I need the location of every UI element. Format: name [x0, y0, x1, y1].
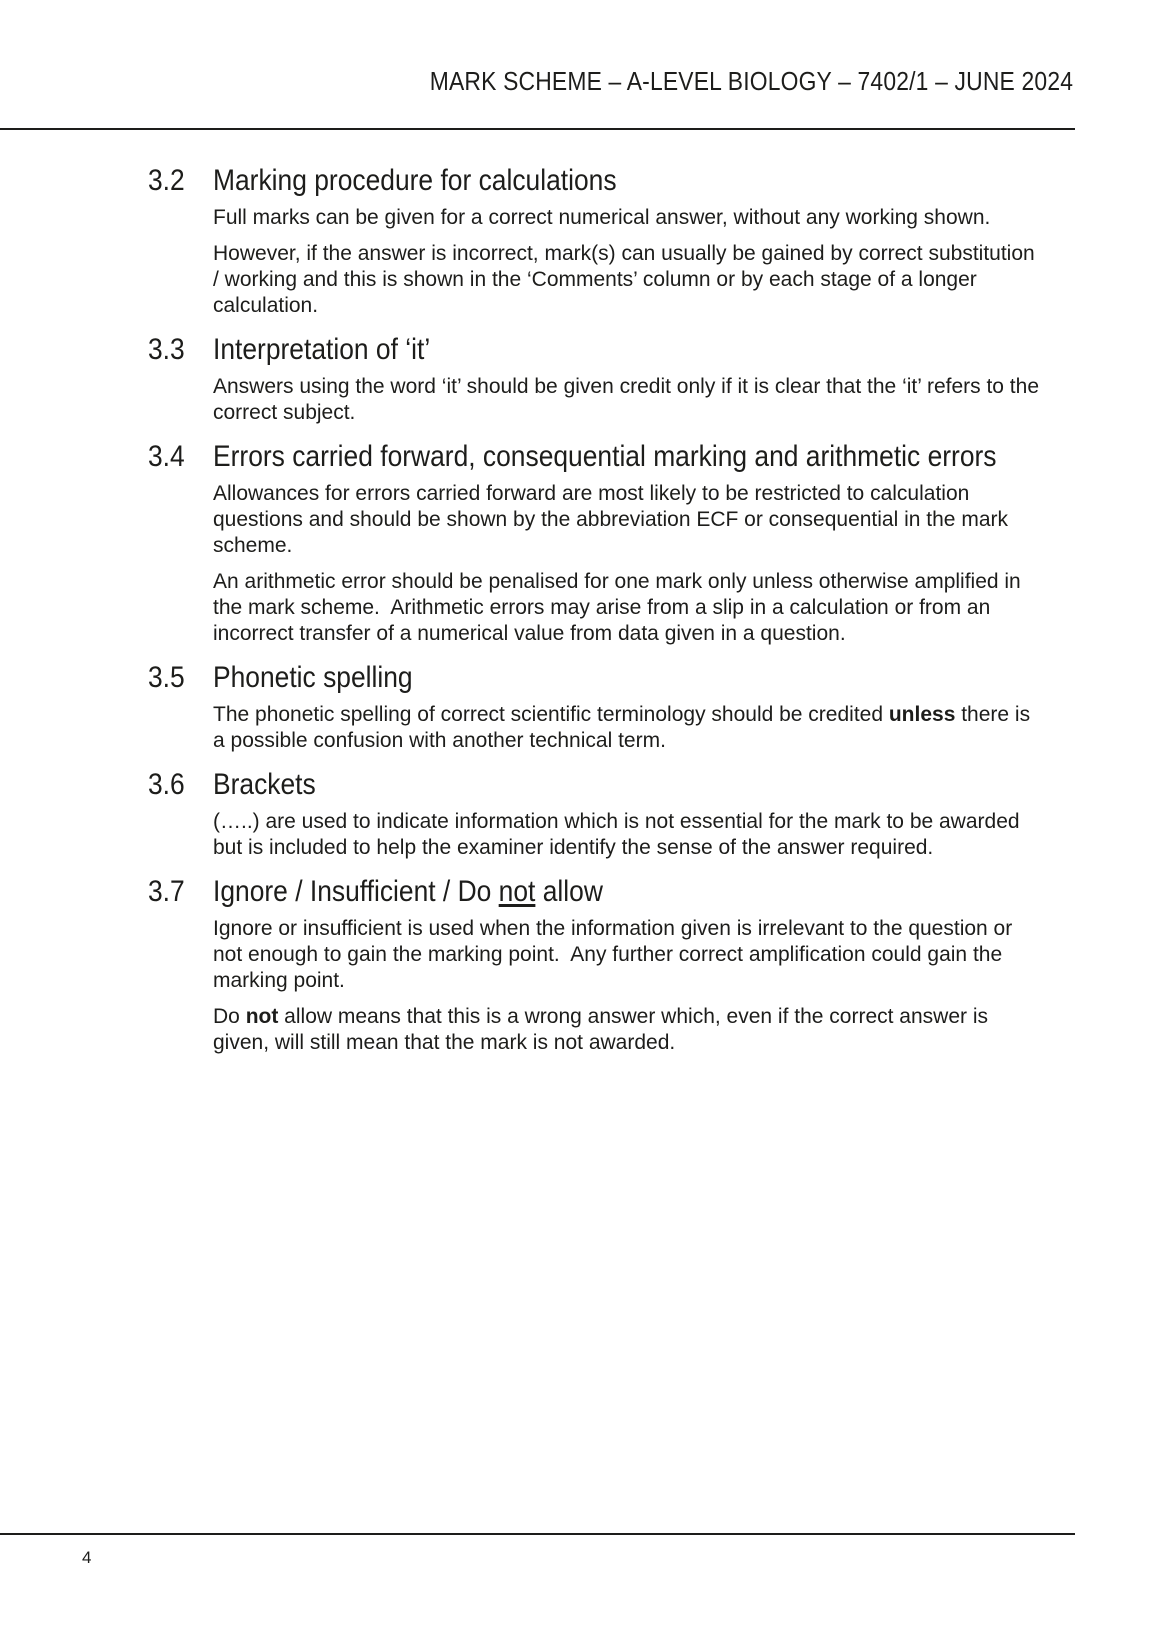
section-body	[213, 809, 1045, 871]
section-number-text: 3.5	[148, 661, 185, 694]
section-number	[148, 333, 213, 374]
header-rule	[0, 128, 1075, 130]
text: Errors carried forward, consequential marking and arithmetic errors	[213, 440, 997, 473]
text: Ignore or insufficient is used when the information given is irrelevant to the question or not enough to gain the marking point. Any further correct amplification could gain the marking point.	[213, 917, 1019, 992]
paragraph	[213, 809, 1045, 861]
text: Phonetic spelling	[213, 661, 413, 694]
text: Do	[213, 1005, 246, 1028]
paragraph	[213, 481, 1045, 559]
section-heading-text	[213, 661, 413, 694]
section-heading	[213, 164, 1045, 197]
section-heading	[213, 875, 1045, 908]
text: Full marks can be given for a correct numerical answer, without any working shown.	[213, 206, 991, 229]
text: Brackets	[213, 768, 316, 801]
text: Answers using the word ‘it’ should be given credit only if it is clear that the ‘it’ refers to the correct subject.	[213, 375, 1045, 424]
text: allow means that this is a wrong answer which, even if the correct answer is given, will still mean that the mark is not awarded.	[213, 1005, 994, 1054]
page-number: 4	[82, 1548, 92, 1567]
text: allow	[535, 875, 603, 908]
section	[148, 768, 1053, 871]
section	[148, 875, 1053, 1066]
section-number-text: 3.6	[148, 768, 185, 801]
section-heading-text	[213, 875, 603, 908]
section-body	[213, 916, 1045, 1066]
section-heading-text	[213, 440, 997, 473]
paragraph	[213, 241, 1045, 319]
section-body	[213, 374, 1045, 436]
paragraph	[213, 1004, 1045, 1056]
section-number	[148, 440, 213, 481]
document-content	[148, 164, 1053, 1066]
text: Interpretation of ‘it’	[213, 333, 431, 366]
section-heading	[213, 768, 1045, 801]
paragraph	[213, 702, 1045, 754]
underlined-text: not	[498, 875, 536, 908]
text: Marking procedure for calculations	[213, 164, 617, 197]
section-heading	[213, 440, 1045, 473]
section-heading	[213, 333, 1045, 366]
section-heading-text	[213, 768, 316, 801]
section	[148, 333, 1053, 436]
paragraph	[213, 916, 1045, 994]
section-heading	[213, 661, 1045, 694]
paragraph	[213, 205, 1045, 231]
text: (…..) are used to indicate information which is not essential for the mark to be awarded but is included to help the examiner identify the sense of the answer required.	[213, 810, 1026, 859]
text: However, if the answer is incorrect, mark(s) can usually be gained by correct substitution / working and this is shown in the ‘Comments’ column or by each stage of a longer calculation.	[213, 242, 1041, 317]
bold-text: not	[245, 1005, 279, 1028]
footer-rule	[0, 1533, 1075, 1535]
section-number-text: 3.3	[148, 333, 185, 366]
header-title: MARK SCHEME – A-LEVEL BIOLOGY – 7402/1 – JUNE 2024	[429, 66, 1073, 96]
section-heading-text	[213, 164, 617, 197]
bold-text: unless	[888, 703, 956, 726]
section	[148, 661, 1053, 764]
page-header	[0, 68, 1073, 95]
section-body	[213, 702, 1045, 764]
section-heading-text	[213, 333, 430, 366]
section-number-text: 3.2	[148, 164, 185, 197]
section-number-text: 3.4	[148, 440, 185, 473]
section	[148, 164, 1053, 329]
section-number	[148, 768, 213, 809]
section-number	[148, 875, 213, 916]
text: An arithmetic error should be penalised for one mark only unless otherwise amplified in the mark scheme. Arithmetic errors may arise from a slip in a calculation or from an incorrect transfer of a numerical value from data given in a question.	[213, 570, 1027, 645]
text: there is a possible confusion with another technical term.	[213, 703, 1036, 752]
section-body	[213, 481, 1045, 657]
text: Ignore / Insufficient / Do	[213, 875, 499, 908]
section-number	[148, 164, 213, 205]
text: The phonetic spelling of correct scientific terminology should be credited	[213, 703, 889, 726]
text: Allowances for errors carried forward are most likely to be restricted to calculation questions and should be shown by the abbreviation ECF or consequential in the mark scheme.	[213, 482, 1014, 557]
paragraph	[213, 374, 1045, 426]
paragraph	[213, 569, 1045, 647]
section-number	[148, 661, 213, 702]
section	[148, 440, 1053, 657]
section-number-text: 3.7	[148, 875, 185, 908]
section-body	[213, 205, 1045, 329]
